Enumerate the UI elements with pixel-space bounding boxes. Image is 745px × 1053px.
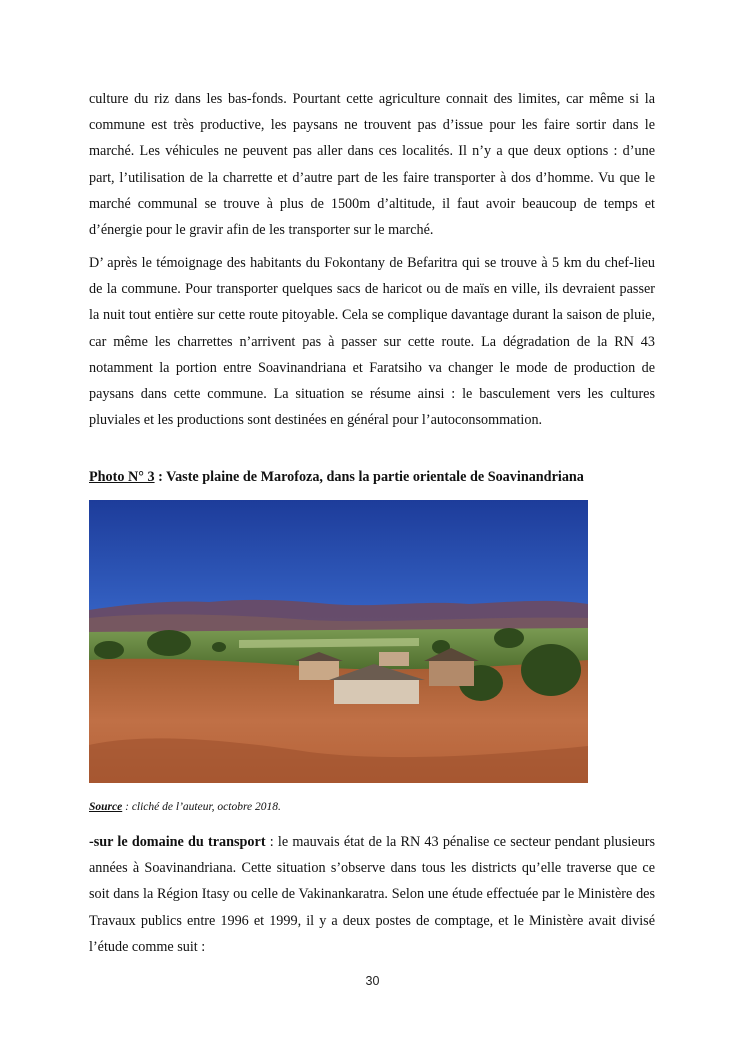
landscape-photo xyxy=(89,500,588,783)
page-number: 30 xyxy=(365,974,380,988)
paragraph-agriculture: culture du riz dans les bas-fonds. Pourtant cette agriculture connait des limites, car même si la commune est très productive, les paysans ne trouvent pas d’issue pour les faire sortir dans le marché. Les véhicules ne peuvent pas aller dans ces localités. Il n’y a que deux options : d’une part, l’utilisation de la charrette et d’autre part de les faire transporter à dos d’homme. Vu que le marché communal se trouve à plus de 1500m d’altitude, il faut avoir beaucoup de temps et d’énergie pour le gravir afin de les transporter sur le marché. xyxy=(89,91,655,239)
photo-caption xyxy=(89,469,669,486)
source-label: Source xyxy=(89,801,123,813)
paragraph-transport xyxy=(89,829,655,960)
transport-lead: -sur le domaine du transport xyxy=(89,834,266,850)
transport-text: : le mauvais état de la RN 43 pénalise ce secteur pendant plusieurs années à Soavinandriana. Cette situation s’observe dans tous les districts qu’elle traverse que ce soit dans la Région Itasy ou celle de Vakinankaratra. Selon une étude effectuée par le Ministère des Travaux publics entre 1996 et 1999, il y a deux postes de comptage, et le Ministère avait divisé l’étude comme suit : xyxy=(89,834,655,955)
photo-caption-separator: : xyxy=(154,469,167,485)
photo-source xyxy=(89,801,281,813)
source-text: : cliché de l’auteur, octobre 2018. xyxy=(122,801,281,813)
photo-title: Vaste plaine de Marofoza, dans la partie orientale de Soavinandriana xyxy=(166,469,584,485)
paragraph-befaritra-testimony: D’ après le témoignage des habitants du Fokontany de Befaritra qui se trouve à 5 km du chef-lieu de la commune. Pour transporter quelques sacs de haricot ou de maïs en ville, ils devraient passer la nuit tout entière sur cette route pitoyable. Cela se complique davantage durant la saison de pluie, car même les charrettes n’arrivent pas à passer sur cette route. La dégradation de la RN 43 notamment la portion entre Soavinandriana et Faratsiho va changer le mode de production de paysans dans cette commune. La situation se résume ainsi : le basculement vers les cultures pluviales et les productions sont destinées en général pour l’autoconsommation. xyxy=(89,255,655,429)
photo-label: Photo N° 3 xyxy=(89,469,155,485)
